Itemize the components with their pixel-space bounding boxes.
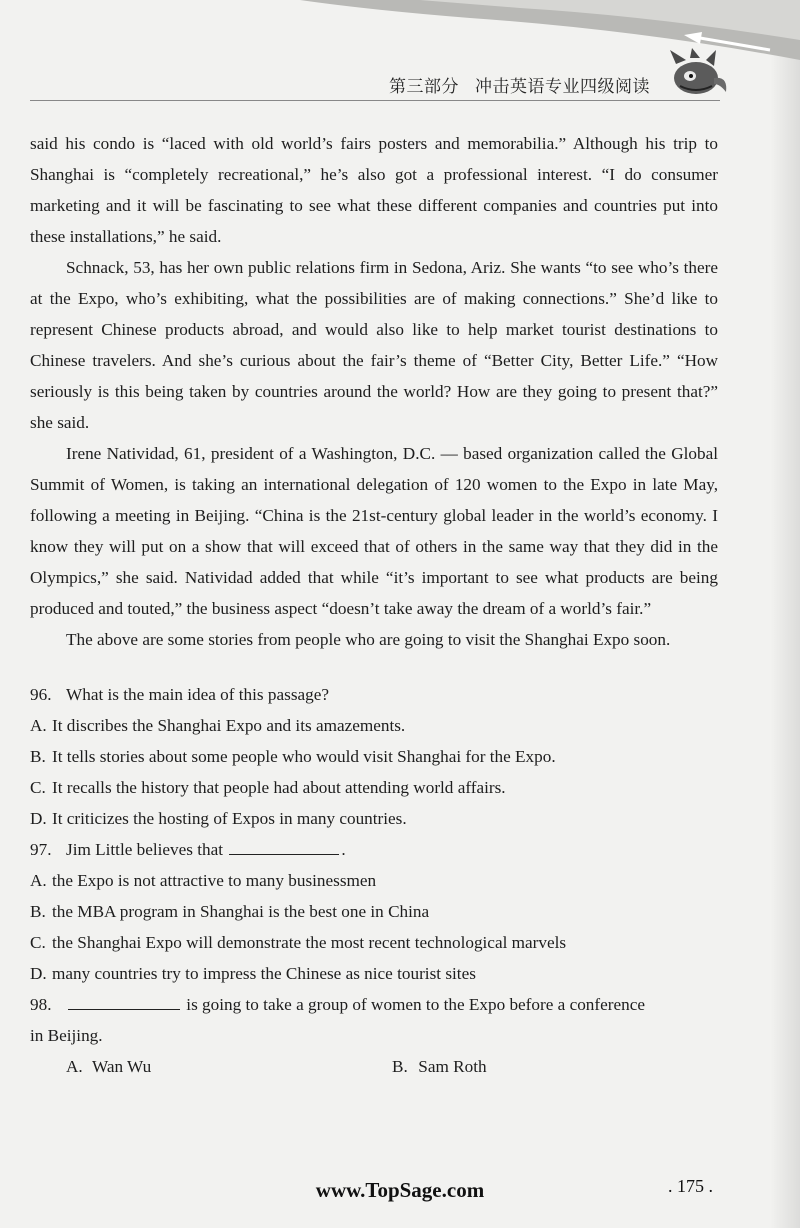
option-96-b: B. It tells stories about some people who would visit Shanghai for the Expo. xyxy=(30,747,556,766)
option-98-a: A. Wan Wu xyxy=(66,1057,152,1076)
header-divider xyxy=(30,100,720,101)
question-98-continued: in Beijing. xyxy=(30,1026,103,1045)
page-content xyxy=(30,128,718,1082)
question-number: 98. xyxy=(30,995,52,1014)
option-96-c: C. It recalls the history that people had about attending world affairs. xyxy=(30,778,506,797)
paragraph-3: Irene Natividad, 61, president of a Washington, D.C. — based organization called the Global Summit of Women, is taking an international delegation of 120 women to the Expo in late May, following a meeting in Beijing. “China is the 21st-century global leader in the world’s economy. I know they will put on a show that will exceed that of others in the same way that they did in the Olympics,” she said. Natividad added that while “it’s important to see what products are being produced and touted,” the business aspect “doesn’t take away the dream of a world’s fair.” xyxy=(30,444,718,618)
paragraph-1: said his condo is “laced with old world’s fairs posters and memorabilia.” Although his trip to Shanghai is “completely recreational,” he’s also got a professional interest. “I do consumer marketing and it will be fascinating to see what these different companies and countries put into these installations,” he said. xyxy=(30,134,718,246)
option-96-a: A. It discribes the Shanghai Expo and its amazements. xyxy=(30,716,406,735)
paragraph-4: The above are some stories from people who are going to visit the Shanghai Expo soon. xyxy=(66,630,671,649)
option-97-c: C. the Shanghai Expo will demonstrate the most recent technological marvels xyxy=(30,933,567,952)
paragraph-2: Schnack, 53, has her own public relations firm in Sedona, Ariz. She wants “to see who’s there at the Expo, who’s exhibiting, what the possibilities are of making connections.” She’d like to represent Chinese products abroad, and would also like to help market tourist destinations to Chinese travelers. And she’s curious about the fair’s theme of “Better City, Better Life.” “How seriously is this being taken by countries around the world? How are they going to present that?” she said. xyxy=(30,258,718,432)
option-97-b: B. the MBA program in Shanghai is the best one in China xyxy=(30,902,430,921)
header-title xyxy=(389,72,650,97)
question-97: 97. Jim Little believes that . xyxy=(30,834,718,865)
answer-blank xyxy=(229,837,339,855)
option-96-d: D. It criticizes the hosting of Expos in many countries. xyxy=(30,809,407,828)
question-96 xyxy=(30,679,718,710)
page-edge-shadow xyxy=(770,0,800,1228)
header-book-title: 冲击英语专业四级阅读 xyxy=(475,77,650,97)
answer-blank xyxy=(68,992,180,1010)
header-part: 第三部分 xyxy=(389,77,459,97)
question-text: What is the main idea of this passage? xyxy=(66,685,329,704)
option-97-a: A. the Expo is not attractive to many businessmen xyxy=(30,871,377,890)
options-98-row xyxy=(66,1051,718,1082)
page-header xyxy=(0,0,800,110)
question-98 xyxy=(30,989,718,1020)
option-97-d: D. many countries try to impress the Chinese as nice tourist sites xyxy=(30,964,476,983)
question-number: 97. xyxy=(30,840,52,859)
footer-website: www.TopSage.com xyxy=(315,1178,485,1202)
option-98-b: B. Sam Roth xyxy=(392,1057,487,1076)
question-section xyxy=(30,679,718,1082)
question-number: 96. xyxy=(30,685,52,704)
question-text: is going to take a group of women to the Expo before a conference xyxy=(186,995,645,1014)
page-number: . 175 . xyxy=(668,1176,713,1196)
mascot-icon xyxy=(666,48,730,98)
question-text: Jim Little believes that xyxy=(66,840,224,859)
